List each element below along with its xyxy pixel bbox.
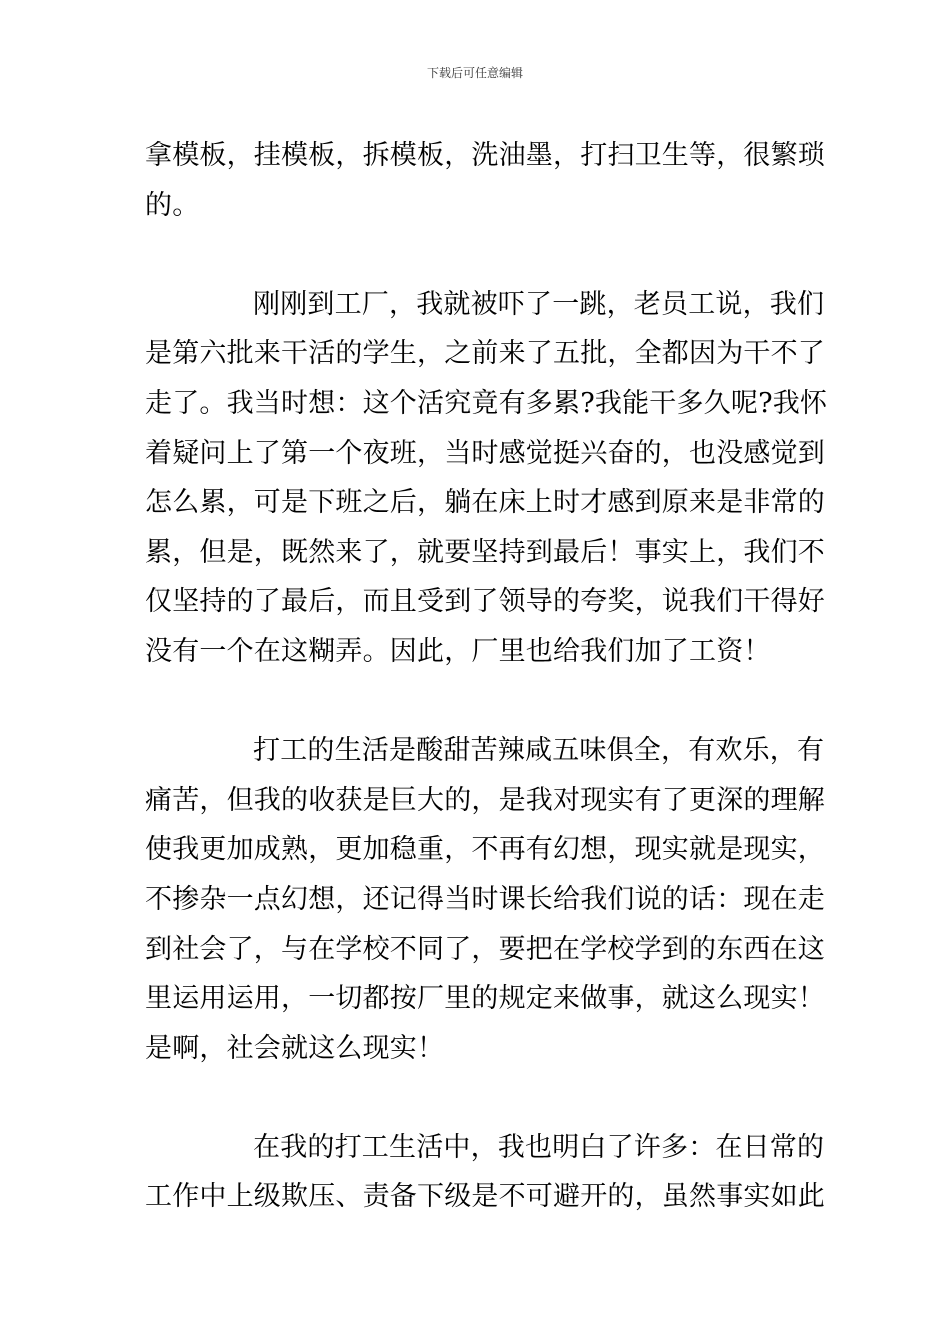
text-line: 拿模板，挂模板，拆模板，洗油墨，打扫卫生等，很繁琐	[145, 140, 825, 171]
text-line: 不掺杂一点幻想，还记得当时课长给我们说的话：现在走	[145, 883, 825, 915]
text-line: 工作中上级欺压、责备下级是不可避开的，虽然事实如此	[145, 1181, 825, 1213]
text-line: 累，但是，既然来了，就要坚持到最后！事实上，我们不	[145, 536, 825, 568]
text-line: 仅坚持的了最后，而且受到了领导的夸奖，说我们干得好	[145, 586, 825, 618]
text-line: 打工的生活是酸甜苦辣咸五味俱全，有欢乐，有	[253, 735, 825, 767]
text-line: 痛苦，但我的收获是巨大的，是我对现实有了更深的理解	[145, 784, 825, 816]
paragraph-gap	[145, 677, 807, 727]
text-line: 着疑问上了第一个夜班，当时感觉挺兴奋的，也没感觉到	[145, 437, 825, 469]
paragraph-3	[145, 726, 825, 1073]
text-line: 使我更加成熟，更加稳重，不再有幻想，现实就是现实，	[145, 834, 825, 866]
paragraph-1	[145, 131, 825, 230]
text-line: 到社会了，与在学校不同了，要把在学校学到的东西在这	[145, 933, 825, 965]
paragraph-2	[145, 280, 828, 677]
paragraph-4	[145, 1123, 825, 1222]
text-line: 是啊，社会就这么现实！	[145, 1032, 445, 1064]
paragraph-gap	[145, 230, 807, 280]
text-line: 没有一个在这糊弄。因此，厂里也给我们加了工资！	[145, 635, 771, 667]
text-line: 的。	[145, 189, 200, 221]
document-body	[145, 131, 828, 1222]
page-header: 下载后可任意编辑	[426, 66, 523, 80]
paragraph-gap	[145, 1073, 807, 1123]
text-line: 里运用运用，一切都按厂里的规定来做事，就这么现实！	[145, 983, 825, 1015]
text-line: 走了。我当时想：这个活究竟有多累?我能干多久呢?我怀	[145, 387, 828, 419]
text-line: 怎么累，可是下班之后，躺在床上时才感到原来是非常的	[145, 487, 825, 519]
text-line: 在我的打工生活中，我也明白了许多：在日常的	[253, 1131, 825, 1163]
text-line: 是第六批来干活的学生，之前来了五批，全都因为干不了	[145, 338, 825, 370]
text-line: 刚刚到工厂，我就被吓了一跳，老员工说，我们	[253, 288, 825, 320]
